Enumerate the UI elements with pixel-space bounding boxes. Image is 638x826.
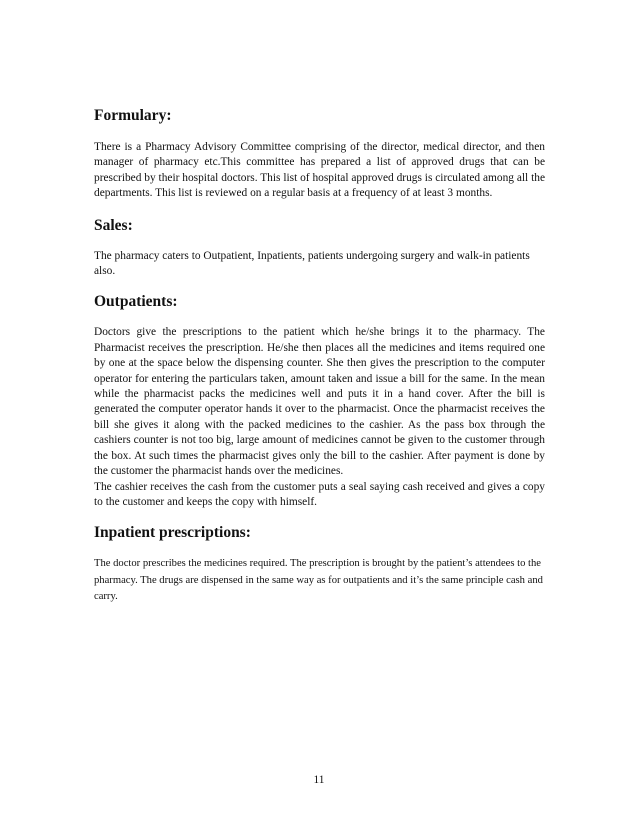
formulary-heading: Formulary: [94, 107, 172, 124]
page-content [94, 106, 545, 606]
page-number: 11 [313, 774, 325, 786]
outpatients-paragraph-1: Doctors give the prescriptions to the patient which he/she brings it to the pharmacy. The Pharmacist receives the prescription. He/she then places all the medicines and items required one by one at the space below the dispensing counter. She then gives the prescription to the computer operator for entering the particulars taken, amount taken and issue a bill for the same. In the mean while the pharmacist packs the medicines well and puts it in a hand cover. After the bill is generated the computer operator hands it over to the pharmacist. Once the pharmacist receives the bill she gives it along with the packed medicines to the cashier. As the pass box through the cashiers counter is not too big, large amount of medicines cannot be given to the customer through the box. At such times the pharmacist gives only the bill to the cashier. After payment is done by the customer the pharmacist hands over the medicines. [94, 326, 545, 478]
inpatient-heading: Inpatient prescriptions: [94, 524, 251, 542]
sales-heading: Sales: [94, 216, 133, 234]
formulary-paragraph: There is a Pharmacy Advisory Committee comprising of the director, medical director, and then manager of pharmacy etc.This committee has prepared a list of approved drugs that can be prescribed by their hospital doctors. This list of hospital approved drugs is circulated among all the departments. This list is reviewed on a regular basis at a frequency of at least 3 months. [94, 141, 545, 200]
outpatients-heading: Outpatients: [94, 293, 178, 311]
outpatients-paragraph-2: The cashier receives the cash from the customer puts a seal saying cash received and gives a copy to the customer and keeps the copy with himself. [94, 480, 545, 508]
sales-paragraph: The pharmacy caters to Outpatient, Inpatients, patients undergoing surgery and walk-in patients also. [94, 249, 530, 278]
inpatient-paragraph: The doctor prescribes the medicines required. The prescription is brought by the patient’s attendees to the pharmacy. The drugs are dispensed in the same way as for outpatients and it’s the same principle cash and carry. [94, 558, 543, 603]
